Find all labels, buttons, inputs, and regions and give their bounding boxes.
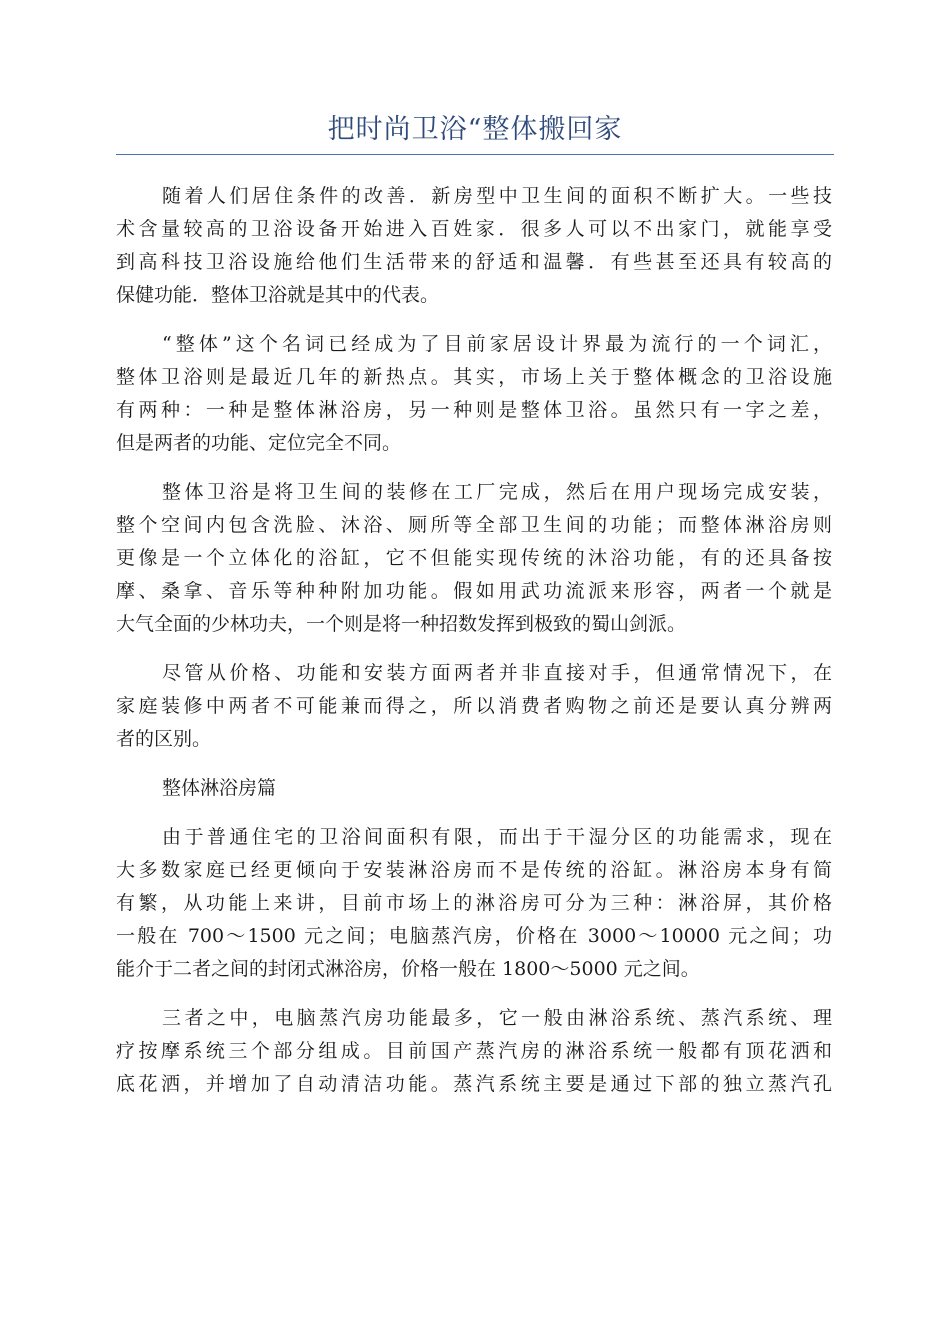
paragraph [116,1002,832,1101]
paragraph-line: 底花洒，并增加了自动清洁功能。蒸汽系统主要是通过下部的独立蒸汽孔 [116,1073,832,1095]
paragraph-line: 有繁，从功能上来讲，目前市场上的淋浴房可分为三种：淋浴屏，其价格 [116,892,832,914]
paragraph-line: “整体”这个名词已经成为了目前家居设计界最为流行的一个词汇， [162,333,832,355]
paragraph-line: 一般在 700～1500 元之间；电脑蒸汽房，价格在 3000～10000 元之间；功 [116,925,832,947]
paragraph-line: 三者之中，电脑蒸汽房功能最多，它一般由淋浴系统、蒸汽系统、理 [162,1007,832,1029]
paragraph [116,772,832,805]
paragraph [116,657,832,756]
paragraph-line: 更像是一个立体化的浴缸，它不但能实现传统的沐浴功能，有的还具备按 [116,547,832,569]
paragraph-line: 术含量较高的卫浴设备开始进入百姓家．很多人可以不出家门，就能享受 [116,218,832,240]
paragraph-line: 者的区别。 [116,728,212,750]
paragraph-line: 保健功能．整体卫浴就是其中的代表。 [116,284,440,306]
paragraph-line: 有两种：一种是整体淋浴房，另一种则是整体卫浴。虽然只有一字之差， [116,399,832,421]
paragraph-line: 摩、桑拿、音乐等种种附加功能。假如用武功流派来形容，两者一个就是 [116,580,832,602]
paragraph-line: 大多数家庭已经更倾向于安装淋浴房而不是传统的浴缸。淋浴房本身有简 [116,859,832,881]
paragraph-line: 整体卫浴是将卫生间的装修在工厂完成，然后在用户现场完成安装， [162,481,832,503]
paragraph-line: 尽管从价格、功能和安装方面两者并非直接对手，但通常情况下，在 [162,662,832,684]
paragraph-line: 由于普通住宅的卫浴间面积有限，而出于干湿分区的功能需求，现在 [162,826,832,848]
paragraph-line: 整个空间内包含洗脸、沐浴、厕所等全部卫生间的功能；而整体淋浴房则 [116,514,832,536]
paragraph-line: 疗按摩系统三个部分组成。目前国产蒸汽房的淋浴系统一般都有顶花洒和 [116,1040,832,1062]
paragraph-line: 但是两者的功能、定位完全不同。 [116,432,402,454]
paragraph [116,476,832,641]
title-underline [116,154,834,155]
paragraph-line: 家庭装修中两者不可能兼而得之，所以消费者购物之前还是要认真分辨两 [116,695,832,717]
paragraph-line: 大气全面的少林功夫，一个则是将一种招数发挥到极致的蜀山剑派。 [116,613,687,635]
paragraph-line: 整体卫浴则是最近几年的新热点。其实，市场上关于整体概念的卫浴设施 [116,366,832,388]
document-body [116,180,832,1117]
paragraph [116,821,832,986]
paragraph-line: 整体淋浴房篇 [162,777,277,799]
paragraph-line: 随着人们居住条件的改善．新房型中卫生间的面积不断扩大。一些技 [162,185,832,207]
document-title: 把时尚卫浴“整体搬回家 [327,114,623,145]
paragraph [116,328,832,460]
paragraph [116,180,832,312]
paragraph-line: 到高科技卫浴设施给他们生活带来的舒适和温馨．有些甚至还具有较高的 [116,251,832,273]
paragraph-line: 能介于二者之间的封闭式淋浴房，价格一般在 1800～5000 元之间。 [116,958,700,980]
